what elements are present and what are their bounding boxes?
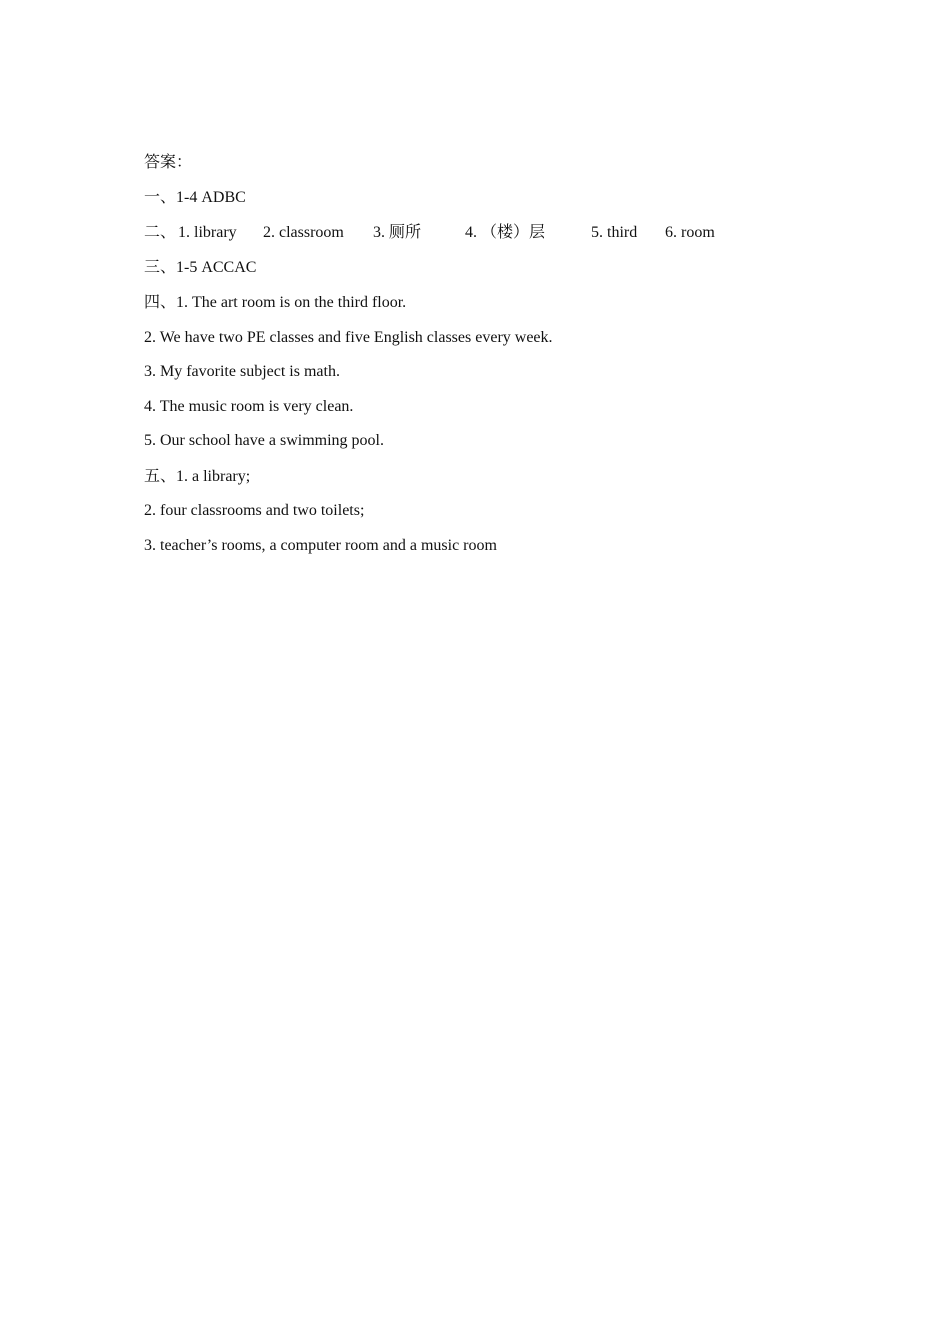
section-4-answer: 4. The music room is very clean.	[144, 398, 354, 415]
section-4-answer: 5. Our school have a swimming pool.	[144, 432, 384, 449]
section-2-item: 1. library	[178, 224, 237, 241]
section-4-answer: 四、1. The art room is on the third floor.	[144, 294, 407, 311]
section-1-answers: 一、1-4 ADBC	[144, 189, 246, 206]
section-2-item: 2. classroom	[263, 224, 344, 241]
section-4-answer: 3. My favorite subject is math.	[144, 363, 340, 380]
section-2-item: 4. （楼）层	[465, 224, 546, 241]
section-2-prefix: 二、	[144, 224, 177, 241]
section-4-answer: 2. We have two PE classes and five English classes every week.	[144, 329, 553, 346]
section-3-answers: 三、1-5 ACCAC	[144, 259, 257, 276]
section-2-item: 5. third	[591, 224, 638, 241]
section-5-answer: 2. four classrooms and two toilets;	[144, 502, 365, 519]
answers-heading: 答案：	[144, 154, 193, 171]
section-2-item: 3. 厕所	[373, 224, 422, 241]
section-5-answer: 五、1. a library;	[144, 468, 251, 485]
section-2-item: 6. room	[665, 224, 715, 241]
section-5-answer: 3. teacher’s rooms, a computer room and a music room	[144, 537, 497, 554]
